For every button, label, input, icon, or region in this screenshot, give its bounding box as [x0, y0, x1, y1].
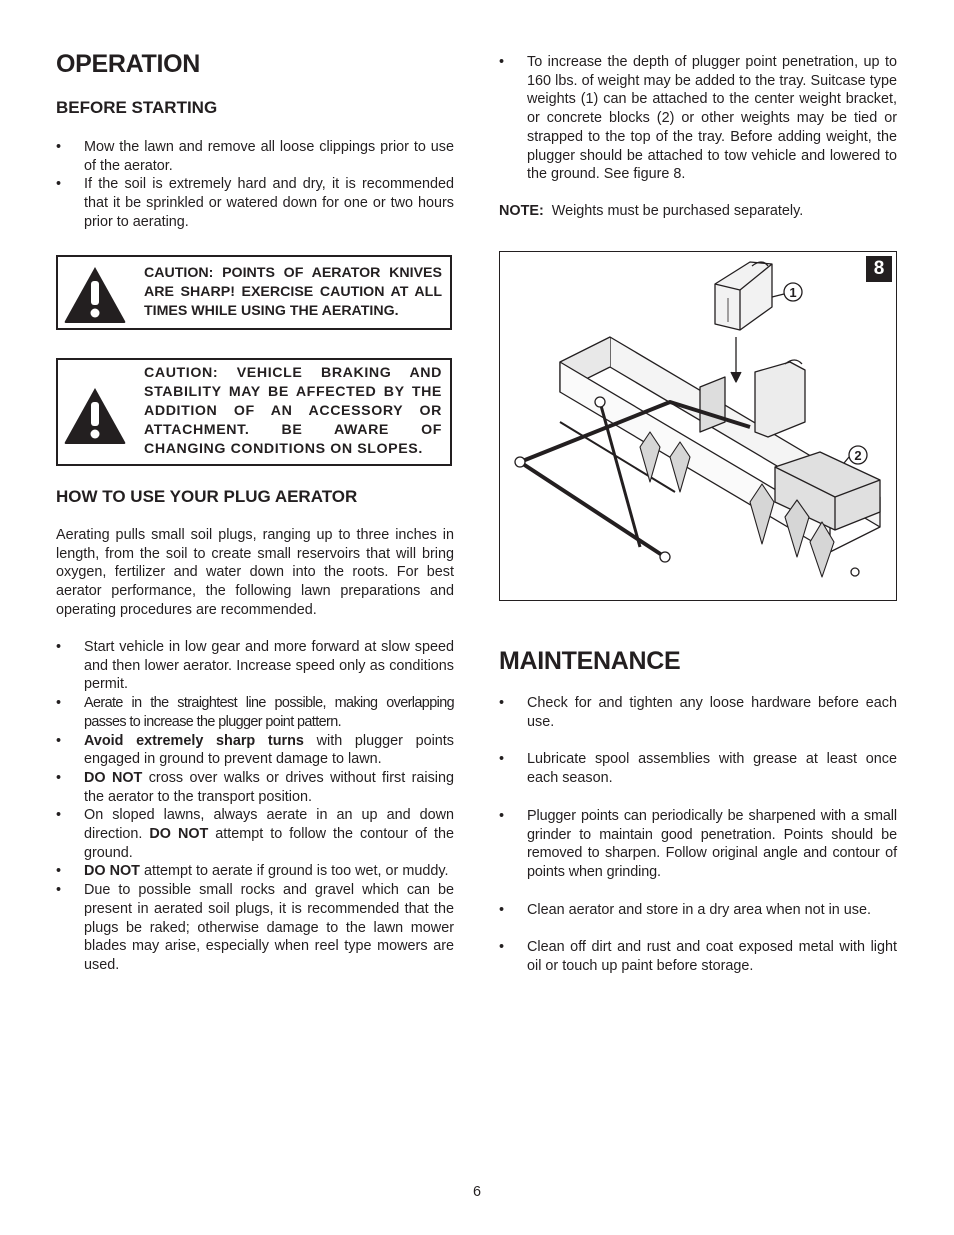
warning-icon	[62, 384, 128, 446]
list-item: • Aerate in the straightest line possible, making overlapping passes to increase the plugger point pattern.	[56, 694, 454, 731]
how-to-intro: Aerating pulls small soil plugs, ranging up to three inches in length, from the soil to create small reservoirs that will bring oxygen, fertilizer and water down into the roots. For best aerator performance, the following lawn preparations and operating procedures are recommended.	[56, 527, 454, 618]
list-item: • Clean aerator and store in a dry area when not in use.	[499, 901, 897, 920]
figure-8	[499, 251, 897, 601]
list-item: • Avoid extremely sharp turns with plugger points engaged in ground to prevent damage to lawn.	[56, 732, 454, 769]
list-item: • Lubricate spool assemblies with grease at least once each season.	[499, 750, 897, 787]
list-item: • Start vehicle in low gear and more forward at slow speed and then lower aerator. Increase speed only as conditions permit.	[56, 638, 454, 694]
list-item: • Due to possible small rocks and gravel which can be present in aerated soil plugs, it is recommended that the plugs be raked; otherwise damage to the lawn mower blades may arise, especially when reel type mowers are used.	[56, 881, 454, 975]
list-item: • Clean off dirt and rust and coat exposed metal with light oil or touch up paint before storage.	[499, 938, 897, 975]
aerator-illustration	[500, 252, 895, 599]
note-label: NOTE:	[499, 203, 544, 219]
list-item: • DO NOT attempt to aerate if ground is too wet, or muddy.	[56, 862, 454, 881]
list-item: • Mow the lawn and remove all loose clippings prior to use of the aerator.	[56, 138, 454, 175]
list-item: • DO NOT cross over walks or drives without first raising the aerator to the transport position.	[56, 769, 454, 806]
how-to-list	[56, 638, 454, 975]
list-item: • If the soil is extremely hard and dry, it is recommended that it be sprinkled or watered down for one or two hours prior to aerating.	[56, 175, 454, 231]
callout-1: 1	[789, 285, 797, 300]
weights-list	[499, 53, 897, 184]
how-to-heading: HOW TO USE YOUR PLUG AERATOR	[56, 487, 358, 506]
callout-2: 2	[854, 448, 862, 463]
list-item: • On sloped lawns, always aerate in an up and down direction. DO NOT attempt to follow the contour of the ground.	[56, 806, 454, 862]
list-item: • Check for and tighten any loose hardware before each use.	[499, 694, 897, 731]
before-starting-list	[56, 138, 454, 232]
note-text: Weights must be purchased separately.	[551, 203, 804, 219]
page-number: 6	[472, 1184, 481, 1200]
note	[499, 202, 897, 221]
figure-number: 8	[866, 256, 892, 282]
caution-box-braking	[56, 358, 452, 466]
caution-text-knives: CAUTION: POINTS OF AERATOR KNIVES ARE SHARP! EXERCISE CAUTION AT ALL TIMES WHILE USING THE AERATING.	[144, 265, 442, 319]
maintenance-list	[499, 694, 897, 995]
caution-text-braking: CAUTION: VEHICLE BRAKING AND STABILITY MAY BE AFFECTED BY THE ADDITION OF AN ACCESSORY OR ATTACHMENT. BE AWARE OF CHANGING CONDITIONS ON SLOPES.	[144, 365, 442, 457]
maintenance-title: MAINTENANCE	[499, 647, 681, 675]
caution-box-knives	[56, 255, 452, 330]
list-item: • Plugger points can periodically be sharpened with a small grinder to maintain good penetration. Points should be removed to sharpen. Follow original angle and contour of points when grinding.	[499, 807, 897, 882]
warning-icon	[62, 263, 128, 325]
before-starting-heading: BEFORE STARTING	[56, 98, 218, 117]
operation-title: OPERATION	[56, 50, 201, 78]
list-item: • To increase the depth of plugger point penetration, up to 160 lbs. of weight may be added to the tray. Suitcase type weights (1) can be attached to the center weight bracket, or concrete blocks (2) or other weights may be tied or strapped to the top of the tray. Before adding weight, the plugger should be attached to tow vehicle and lowered to the ground. See figure 8.	[499, 53, 897, 184]
